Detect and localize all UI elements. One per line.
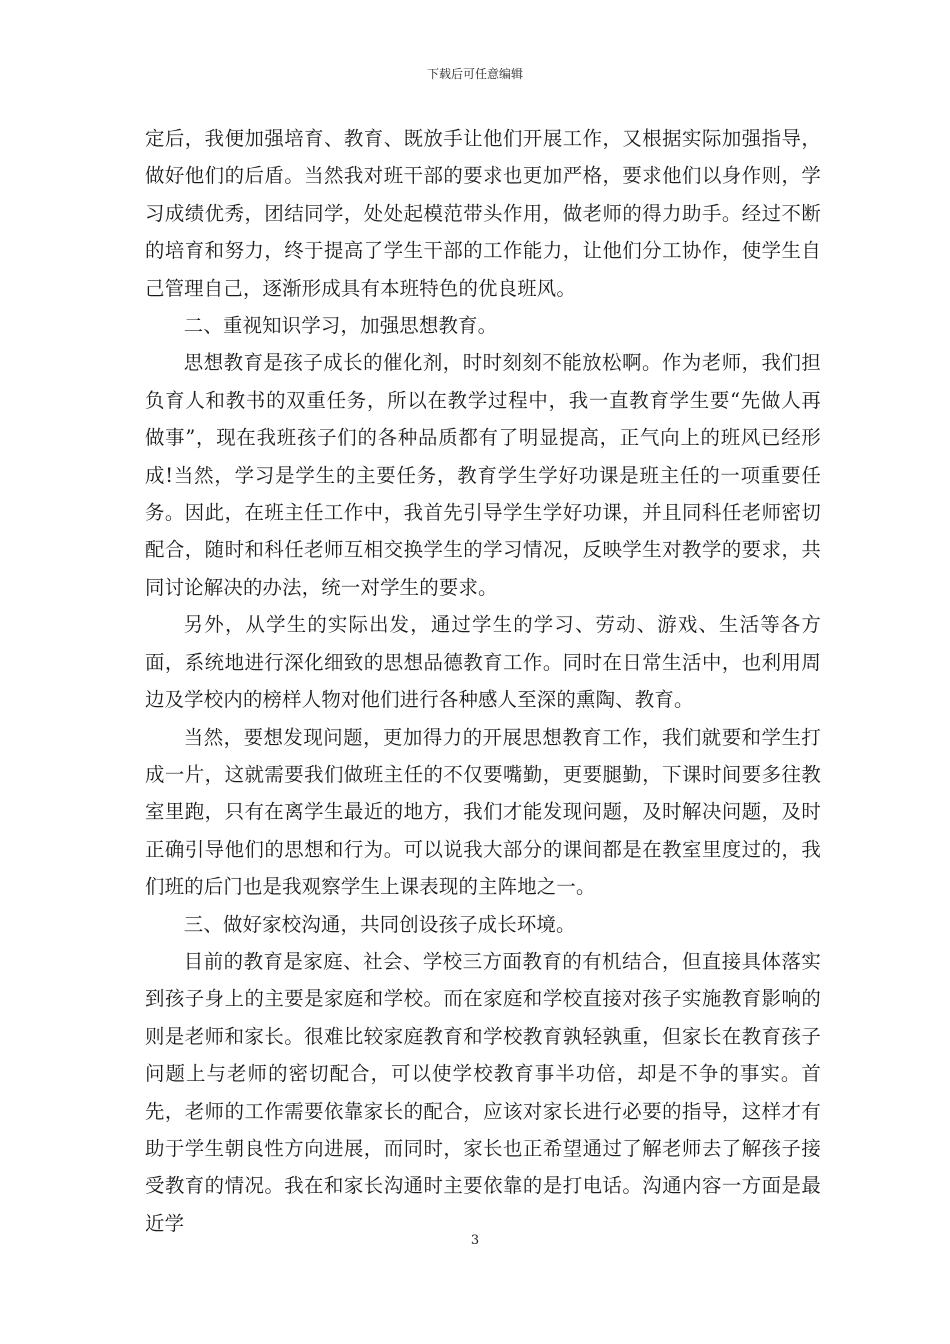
document-body <box>145 120 821 1242</box>
header-text: 下载后可任意编辑 <box>426 67 523 81</box>
section-heading-three: 三、做好家校沟通，共同创设孩子成长环境。 <box>183 912 576 936</box>
page-number-text: 3 <box>470 1233 480 1248</box>
paragraph-additionally: 另外，从学生的实际出发，通过学生的学习、劳动、游戏、生活等各方面，系统地进行深化细致的思想品德教育工作。同时在日常生活中，也利用周边及学校内的榜样人物对他们进行各种感人至深的熏陶、教育。 <box>145 613 821 712</box>
paragraph-continuation: 定后，我便加强培育、教育、既放手让他们开展工作，又根据实际加强指导，做好他们的后盾。当然我对班干部的要求也更加严格，要求他们以身作则，学习成绩优秀，团结同学，处处起模范带头作用，做老师的得力助手。经过不断的培育和努力，终于提高了学生干部的工作能力，让他们分工协作，使学生自己管理自己，逐渐形成具有本班特色的优良班风。 <box>145 127 821 300</box>
paragraph-home-school: 目前的教育是家庭、社会、学校三方面教育的有机结合，但直接具体落实到孩子身上的主要是家庭和学校。而在家庭和学校直接对孩子实施教育影响的则是老师和家长。很难比较家庭教育和学校教育孰轻孰重，但家长在教育孩子问题上与老师的密切配合，可以使学校教育事半功倍，却是不争的事实。首先，老师的工作需要依靠家长的配合，应该对家长进行必要的指导，这样才有助于学生朝良性方向进展，而同时，家长也正希望通过了解老师去了解孩子接受教育的情况。我在和家长沟通时主要依靠的是打电话。沟通内容一方面是最近学 <box>145 949 821 1235</box>
page-header <box>0 66 950 82</box>
paragraph-thought-education: 思想教育是孩子成长的催化剂，时时刻刻不能放松啊。作为老师，我们担负育人和教书的双重任务，所以在教学过程中，我一直教育学生要“先做人再做事”，现在我班孩子们的各种品质都有了明显提高，正气向上的班风已经形成!当然，学习是学生的主要任务，教育学生学好功课是班主任的一项重要任务。因此，在班主任工作中，我首先引导学生学好功课，并且同科任老师密切配合，随时和科任老师互相交换学生的学习情况，反映学生对教学的要求，共同讨论解决的办法，统一对学生的要求。 <box>145 351 821 599</box>
paragraph-discover-problems: 当然，要想发现问题，更加得力的开展思想教育工作，我们就要和学生打成一片，这就需要我们做班主任的不仅要嘴勤，更要腿勤，下课时间要多往教室里跑，只有在离学生最近的地方，我们才能发现问题，及时解决问题，及时正确引导他们的思想和行为。可以说我大部分的课间都是在教室里度过的，我们班的后门也是我观察学生上课表现的主阵地之一。 <box>145 725 821 899</box>
page-number <box>0 1233 950 1249</box>
section-heading-two: 二、重视知识学习，加强思想教育。 <box>183 314 498 338</box>
